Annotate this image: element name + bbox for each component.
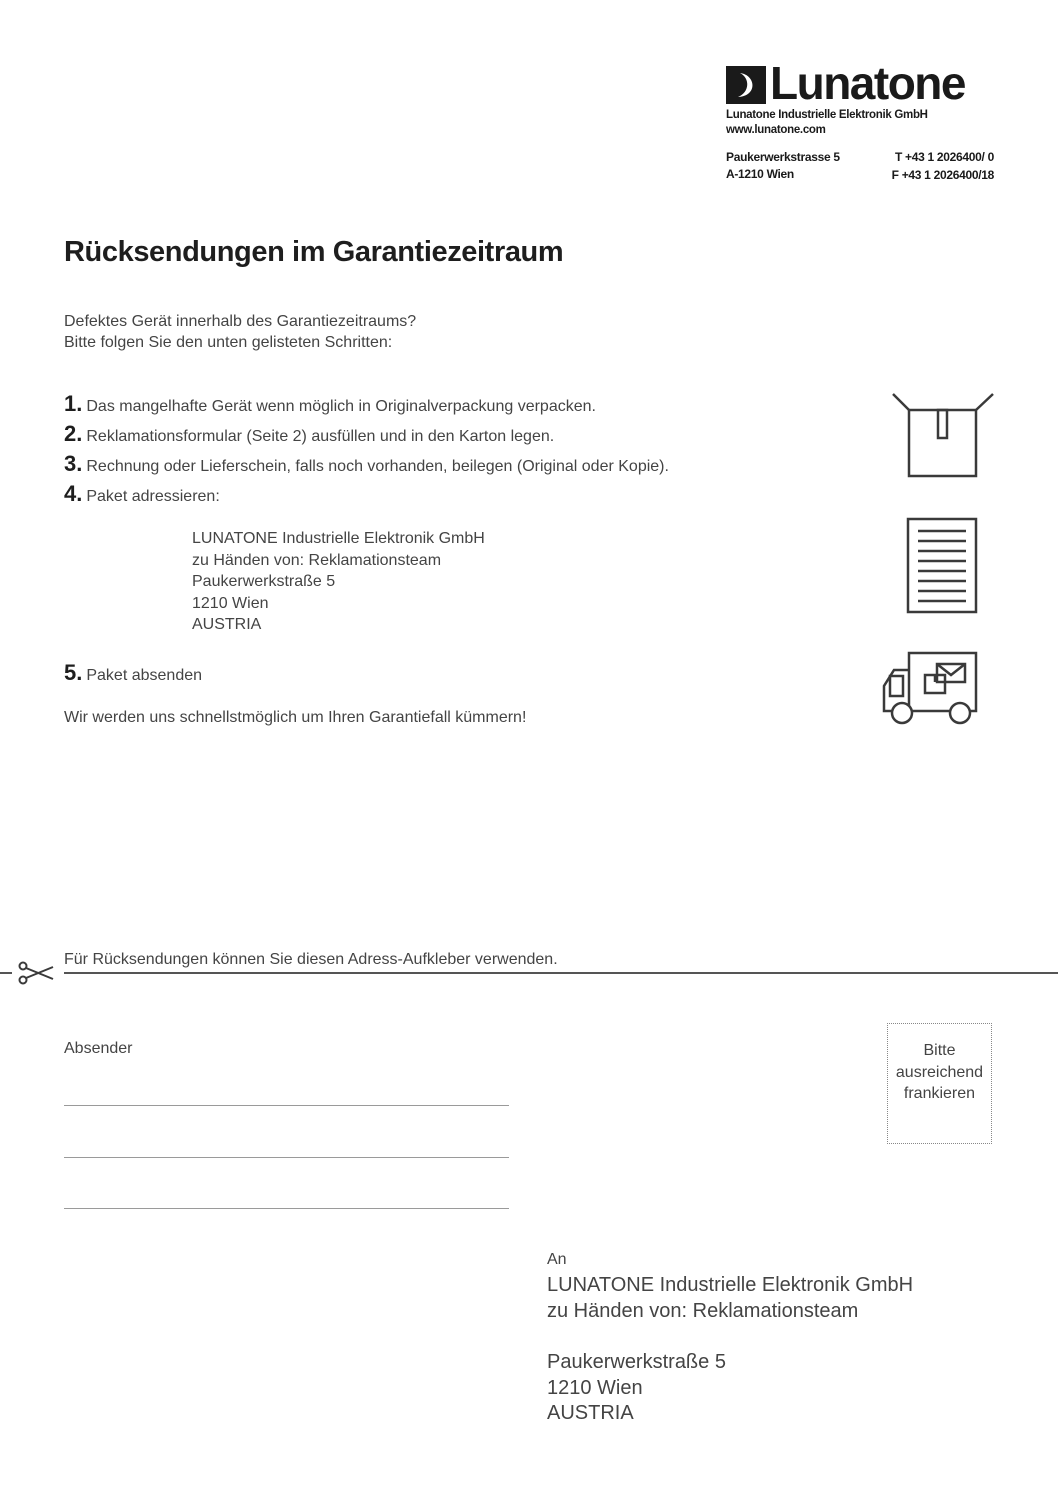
scissors-icon [17, 961, 55, 985]
recipient-line: AUSTRIA [547, 1402, 634, 1424]
step-4 [64, 481, 220, 507]
header-company-name: Lunatone Industrielle Elektronik GmbH [726, 109, 928, 121]
cut-instruction: Für Rücksendungen können Sie diesen Adress-Aufkleber verwenden. [64, 951, 558, 968]
step-text: Reklamationsformular (Seite 2) ausfüllen und in den Karton legen. [86, 428, 555, 445]
document-icon [906, 517, 978, 614]
delivery-truck-icon [880, 650, 980, 728]
lunatone-logo-icon [726, 66, 766, 104]
recipient-line: Paukerwerkstraße 5 [547, 1351, 726, 1373]
step-2 [64, 421, 554, 447]
stamp-line: ausreichend [895, 1063, 984, 1081]
step-text: Das mangelhafte Gerät wenn möglich in Originalverpackung verpacken. [86, 398, 596, 415]
step-5 [64, 660, 202, 686]
step-number: 2. [64, 421, 83, 446]
sender-label: Absender [64, 1040, 133, 1057]
cut-line-left [0, 972, 12, 974]
recipient-label: An [547, 1251, 567, 1268]
closing-text: Wir werden uns schnellstmöglich um Ihren Garantiefall kümmern! [64, 709, 527, 726]
stamp-box [887, 1023, 992, 1144]
address-line: zu Händen von: Reklamationsteam [192, 551, 442, 569]
step-text: Rechnung oder Lieferschein, falls noch vorhanden, beilegen (Original oder Kopie). [86, 458, 669, 475]
step-number: 1. [64, 391, 83, 416]
address-line: Paukerwerkstraße 5 [192, 573, 336, 590]
recipient-line: zu Händen von: Reklamationsteam [547, 1299, 859, 1322]
address-line: 1210 Wien [192, 594, 269, 612]
header-street: Paukerwerkstrasse 5 [726, 150, 840, 164]
step-3 [64, 451, 669, 477]
sender-line-2[interactable] [64, 1157, 509, 1158]
header-website[interactable]: www.lunatone.com [726, 124, 826, 136]
intro-line-2: Bitte folgen Sie den unten gelisteten Schritten: [64, 334, 393, 351]
logo-wordmark: Lunatone [770, 57, 965, 109]
header-fax: F +43 1 2026400/18 [891, 168, 994, 182]
step-number: 5. [64, 660, 83, 685]
step-1 [64, 391, 596, 417]
recipient-line: LUNATONE Industrielle Elektronik GmbH [547, 1274, 914, 1296]
address-line: LUNATONE Industrielle Elektronik GmbH [192, 530, 485, 547]
stamp-line: frankieren [903, 1085, 976, 1102]
company-logo [726, 57, 994, 109]
sender-line-3[interactable] [64, 1208, 509, 1209]
stamp-line: Bitte [923, 1042, 956, 1059]
cut-line [64, 972, 1058, 974]
step-text: Paket absenden [86, 667, 203, 684]
recipient-line: 1210 Wien [547, 1376, 643, 1399]
address-line: AUSTRIA [192, 616, 262, 633]
header-phone: T +43 1 2026400/ 0 [894, 150, 994, 164]
intro-text [64, 311, 416, 353]
stamp-text [896, 1040, 983, 1105]
recipient-address-block [547, 1350, 726, 1427]
step-number: 3. [64, 451, 83, 476]
return-address-block [192, 528, 485, 636]
step-text: Paket adressieren: [86, 488, 220, 505]
box-icon [890, 390, 996, 480]
step-number: 4. [64, 481, 83, 506]
intro-line-1: Defektes Gerät innerhalb des Garantiezeitraums? [64, 313, 417, 330]
header-city: A-1210 Wien [726, 167, 794, 181]
sender-line-1[interactable] [64, 1105, 509, 1106]
page-title: Rücksendungen im Garantiezeitraum [64, 236, 564, 268]
recipient-name-block [547, 1273, 913, 1324]
